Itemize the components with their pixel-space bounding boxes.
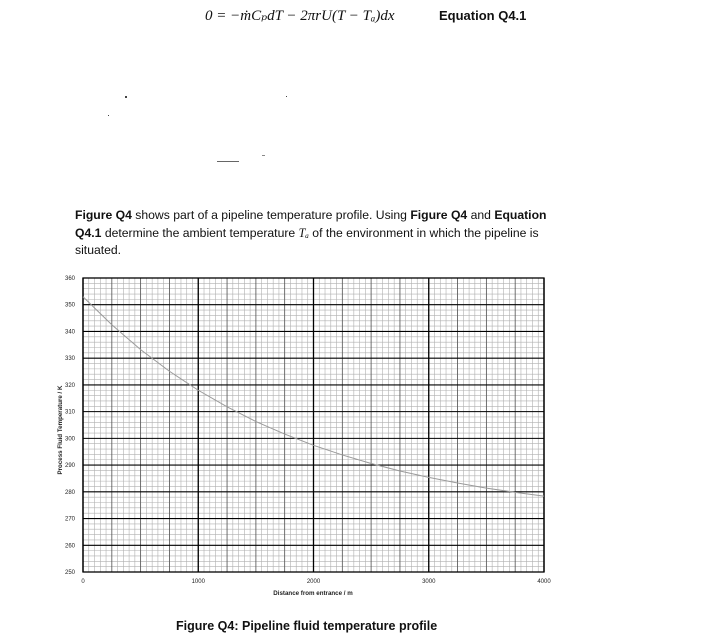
speck	[286, 96, 287, 97]
question-equation-ref: Equation Q4.1	[75, 208, 547, 240]
question-figure-ref: Figure Q4	[75, 208, 132, 222]
y-tick-label: 290	[64, 463, 75, 470]
y-tick-label: 280	[64, 489, 75, 496]
y-tick-label: 300	[64, 436, 75, 443]
y-tick-label: 360	[64, 276, 75, 282]
speck	[108, 115, 109, 116]
y-tick-label: 310	[64, 409, 75, 416]
question-text-part: shows part of a pipeline temperature profile. Using	[131, 208, 411, 222]
x-axis-title: Distance from entrance / m	[273, 590, 353, 597]
x-tick-label: 2000	[306, 579, 321, 585]
speck	[262, 155, 265, 156]
y-tick-label: 340	[64, 329, 75, 336]
question-text-part: and	[467, 208, 495, 222]
y-tick-label: 330	[64, 356, 75, 363]
y-tick-label: 260	[64, 543, 75, 550]
speck	[217, 161, 239, 162]
equation-label: Equation Q4.1	[439, 8, 527, 23]
x-tick-label: 0	[81, 579, 85, 585]
equation: 0 = −ṁCₚdT − 2πrU(T − Tₐ)dx	[205, 8, 395, 24]
temperature-profile-chart	[0, 270, 704, 615]
question-text	[75, 207, 570, 260]
question-text-part: of the environment in which the pipeline is situated.	[75, 225, 539, 257]
question-figure-ref: Figure Q4	[410, 208, 468, 222]
figure-caption: Figure Q4: Pipeline fluid temperature profile	[176, 619, 438, 633]
x-tick-label: 3000	[422, 579, 436, 585]
y-tick-label: 250	[64, 570, 75, 576]
x-tick-label: 4000	[537, 579, 551, 585]
question-text-part: determine the ambient temperature	[101, 225, 299, 240]
y-tick-label: 350	[64, 302, 75, 309]
y-tick-label: 270	[64, 516, 75, 523]
ambient-temperature-symbol: Tₐ	[298, 225, 309, 240]
y-axis-title: Process Fluid Temperature / K	[57, 385, 64, 475]
y-tick-label: 320	[64, 382, 75, 389]
x-tick-label: 1000	[191, 579, 205, 585]
speck	[125, 96, 127, 98]
